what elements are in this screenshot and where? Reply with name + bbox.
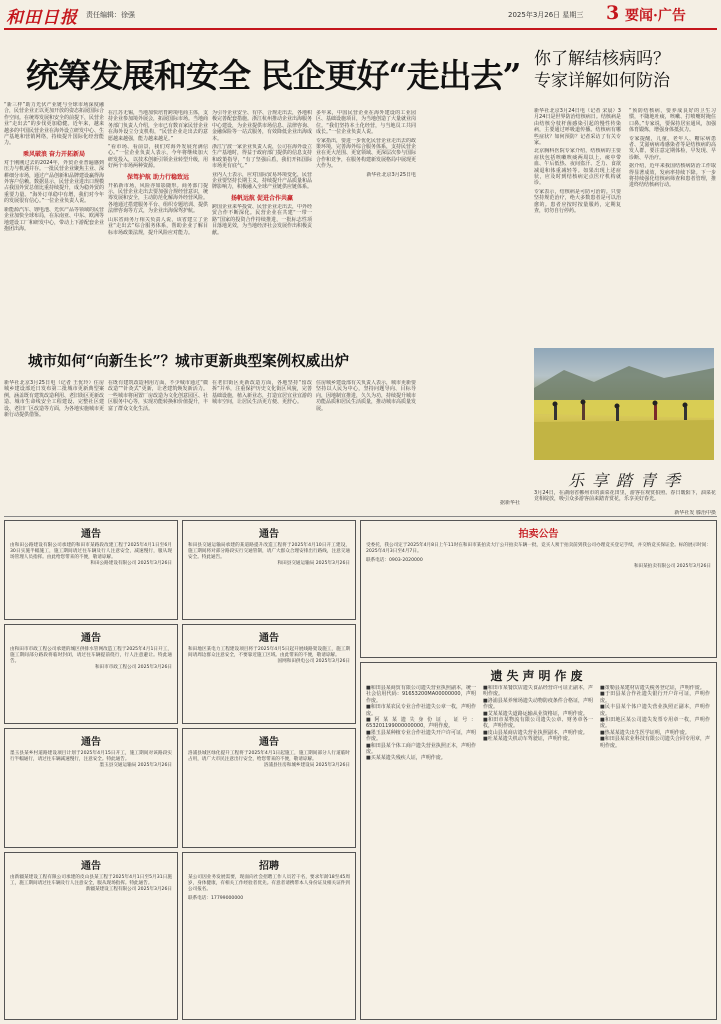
notice-body: 和田地区某电力工程建设项目将于2025年4月5日起开展线路架设施工，施工期间请周边群众注意安全，不要靠近施工区域。由此带来的不便，敬请谅解。 — [188, 647, 350, 658]
main-col-4 — [316, 110, 416, 347]
city-col-2: 在既有建筑改造利用方面，不少城市通过“微改造”“针灸式”更新，让老建筑焕发新活力。一些城市将闲置厂房改造为文化创意园区、社区服务中心等，实现功能转换和价值提升，丰富了群众文化生活。 — [108, 380, 208, 412]
main-col2-para-b: “看市场、看前景，我们对海外发展充满信心。”一位企业负责人表示，今年将继续加大研发投入，以技术创新引领企业转型升级，用好两个市场两种资源。 — [108, 144, 208, 170]
tb-col1-para-b: 北京胸科医院专家介绍，结核病的主要症状包括咳嗽咳痰两周以上、痰中带血、午后低热、夜间盗汗、乏力、食欲减退和体重减轻等。如果出现上述症状，应及时到结核病定点医疗机构就诊。 — [534, 148, 621, 187]
notice-box-2 — [182, 520, 356, 620]
auction-body: 受委托，我公司定于2025年4月8日上午11时在和田市某拍卖大厅公开拍卖车辆一批，竞买人须于拍卖前到我公司办理竞买登记手续，并交纳竞买保证金。标的展示时间：2025年4月3日至4月7日。 — [366, 543, 711, 554]
city-col-1: 新华社北京3月25日电（记者 王优玲）住房城乡建设部近日发布第二批城市更新典型案例，涵盖既有建筑改造利用、老旧街区更新改造、城市生命线安全工程建设、完整社区建设、老旧厂区改造等方面，为各地实施城市更新行动提供借鉴。 — [4, 380, 104, 419]
notice-sign: 新疆某建设工程有限公司 2025年3月26日 — [85, 887, 172, 892]
tb-col2-para: “预防结核病，要养成良好的卫生习惯，不随地吐痰，咳嗽、打喷嚏时掩住口鼻。”专家说，要保持居室通风，加强体育锻炼，增强身体抵抗力。 — [629, 108, 716, 134]
auction-box — [360, 520, 717, 658]
spring-outing-photo — [534, 348, 714, 460]
section-divider — [4, 516, 717, 517]
page-number: 3 — [606, 2, 620, 24]
notice-body: 洛浦县城区绿化提升工程将于2025年4月1日起施工，施工期间部分人行道临时占用，请广大市民注意出行安全，给您带来的不便，敬请谅解。 — [188, 751, 350, 762]
notice-title: 通告 — [81, 861, 101, 872]
notice-sign: 国网和田供电公司 2025年3月26日 — [277, 659, 350, 664]
main-subhead-2: 保驾护航 助力行稳致远 — [126, 173, 190, 181]
lost-notice-col-1: ■和田县某商贸有限公司遗失营业执照副本，统一社会信用代码：91653200MA00000000，声明作废。 ■和田市某农民专业合作社遗失公章一枚，声明作废。 ■阿某某遗失身份证，证号：653201199000000000，声明作废。 ■墨玉县某种植专业合作社遗失开户许可证，声明作废。 ■和田县某个体工商户遗失营业执照正本，声明作废。 ■买某某遗失残疾人证，声明作废。 — [366, 685, 476, 762]
notice-body: 墨玉县某乡村道路建设项目计划于2025年4月15日开工，施工期间对该路段实行半幅通行，请过往车辆减速慢行，注意安全。特此通告。 — [10, 751, 172, 762]
photo-calligraphy-title: 乐享踏青季 — [567, 471, 688, 490]
city-article-body — [4, 380, 524, 514]
city-headline: 城市如何“向新生长”？城市更新典型案例权威出炉 — [28, 353, 350, 370]
notice-sign: 墨玉县交通运输局 2025年3月26日 — [99, 763, 172, 768]
main-col4-para: 多年来，中国民营企业在海外建设的工业园区、基础设施项目，为当地创造了大量就业岗位。“我们坚持本土化经营，与当地员工共同成长。”一位企业负责人说。 — [316, 110, 416, 136]
issue-date: 2025年3月26日 星期三 — [508, 11, 584, 19]
photo-credit: 新华社发 滕治中摄 — [674, 510, 716, 516]
notice-body: 由新疆某建设工程有限公司承建的皮山县某工程于2025年4月1日至5月31日施工，施工期间请过往车辆及行人注意安全，服从现场指挥。特此通告。 — [10, 875, 172, 886]
tb-col2-para-c: 据介绍，近年来我国结核病防治工作取得显著成效，发病率持续下降。下一步将持续强化结核病筛查和患者管理，推进终结结核病行动。 — [629, 163, 716, 189]
notice-sign: 和田公路建设有限公司 2025年3月26日 — [90, 561, 172, 566]
notice-body: 由和田公路建设有限公司承建的和田市某路段改建工程于2025年4月1日至6月30日实施半幅施工，施工期间请过往车辆及行人注意安全，减速慢行，服从现场管理人员指挥。由此给您带来的不便，敬请谅解。 — [10, 543, 172, 560]
notice-title: 通告 — [259, 737, 279, 748]
notice-title: 通告 — [81, 737, 101, 748]
main-col4-para-b: 专家指出，要进一步优化民营企业走出去的政策环境，完善海外综合服务体系，支持民营企业在更大范围、更宽领域、更深层次参与国际合作和竞争，在服务构建新发展格局中展现更大作为。 — [316, 137, 416, 170]
notice-body: 由和田市市政工程公司承建的城区供排水管网改造工程于2025年4月1日开工，施工期间部分路段将临时封闭，请过往车辆提前绕行，行人注意避让。特此通告。 — [10, 647, 172, 664]
city-col-5-byline: 据新华社 — [499, 500, 520, 506]
tb-col1-para-c: 专家表示，结核病是可防可治的。只要坚持规范治疗，绝大多数患者是可以治愈的。患者应按时按量服药，定期复查，切勿自行停药。 — [534, 188, 621, 215]
lost-notice-col-2: ■和田市某餐饮店遗失食品经营许可证正副本，声明作废。 ■洛浦县某养殖场遗失动物防疫条件合格证，声明作废。 ■艾某某遗失道路运输从业资格证，声明作废。 ■和田市某物流有限公司遗失公章、财务章各一枚，声明作废。 ■皮山县某商店遗失营业执照副本，声明作废。 ■吐某某遗失机动车驾驶证，声明作废。 — [483, 685, 593, 743]
editor-credit: 责任编辑：徐强 — [86, 11, 135, 19]
notice-box-7 — [4, 852, 178, 1020]
main-col3-para-c: 业内人士表示，应对国际贸易环境变化，民营企业要坚持长期主义，持续提升产品质量和品牌影响力，积极融入全球产业链供应链体系。 — [212, 171, 312, 191]
tb-col-1 — [534, 108, 621, 348]
auction-sign: 和田某拍卖有限公司 2025年3月26日 — [633, 564, 711, 569]
notice-box-1 — [4, 520, 178, 620]
main-col2-para: 在江苏无锡，当地加快培育跨境电商主体，支持企业参加境外展会，拓展国际市场。当地商务部门负责人介绍，全市已有数百家民营企业在海外设立分支机构，“民营企业走出去的意愿越来越强，能力越来越足。” — [108, 110, 208, 142]
tb-col1-para: 新华社北京3月24日电（记者 宋晨）3月24日是世界防治结核病日。结核病是由结核分枝杆菌感染引起的慢性传染病，主要通过呼吸道传播。结核病有哪些症状？如何预防？记者采访了有关专家。 — [534, 108, 621, 147]
auction-title: 拍卖公告 — [518, 529, 559, 540]
recruit-title: 招聘 — [259, 861, 279, 872]
tb-headline-1: 你了解结核病吗？ — [534, 49, 670, 69]
notice-title: 通告 — [259, 633, 279, 644]
main-col1-para-b: 对于刚刚过去的2024年，外贸企业普遍感到压力与机遇并存。一批民营企业聚焦主业、深耕细分市场，通过产品创新和品牌建设赢得海外客户信赖。数据显示，民营企业进出口规模占我国外贸总值比重持续提升，成为稳外贸的重要力量。“海外订单稳中有增，我们对今年的发展很有信心。”一位企业负责人说。 — [4, 159, 104, 205]
notice-box-5 — [4, 728, 178, 848]
main-col-2 — [108, 110, 208, 347]
masthead-rule — [4, 28, 717, 30]
city-col-3: 在老旧街区更新改造方面，各地坚持“留改拆”并举，注重保护历史文化街区风貌，完善基础设施，植入新业态，打造宜居宜业宜游的城市空间，让居民生活更方便、更舒心。 — [212, 380, 312, 406]
main-col1-para: “新三样”助力光伏产业链与全球市场深度融合，民营企业正以更加开放的姿态拓展国际合作空间。在统筹发展和安全的前提下，民营企业“走出去”的步伐更加稳健。近年来，越来越多的中国民营企业在海外设立研发中心、生产基地和营销网络，持续提升国际化经营能力。 — [4, 102, 104, 147]
main-article-body — [4, 102, 524, 347]
notice-title: 通告 — [259, 529, 279, 540]
tb-headline-2: 专家详解如何防治 — [534, 71, 670, 91]
notice-sign: 和田县交通运输局 2025年3月26日 — [277, 561, 350, 566]
main-col1-para-c: 新能源汽车、锂电池、光伏产品等领域的民营企业加快全球布局，在东南亚、中东、欧洲等地建设工厂和研发中心，带动上下游配套企业抱团出海。 — [4, 206, 104, 232]
tb-article-body — [534, 108, 716, 348]
main-col-1 — [4, 102, 104, 347]
photo-caption: 3月24日，在湖南省郴州市的油菜花田里，游客在观赏拍照。春日暖阳下，油菜花竞相绽放，吸引众多游客前来踏青赏花，乐享美好春光。 — [534, 490, 716, 503]
notice-title: 通告 — [81, 633, 101, 644]
tb-col2-para-b: 专家提醒，儿童、老年人、糖尿病患者、艾滋病病毒感染者等是结核病的高发人群，要注意定期体检，早发现、早诊断、早治疗。 — [629, 135, 716, 161]
recruit-contact: 联系电话：17799000000 — [188, 896, 244, 901]
notice-box-6 — [182, 728, 356, 848]
main-col3-para-b: 浙江宁波一家企业负责人说，公司在海外设立生产基地时，得益于政府部门提供的信息支持和政策指导，“有了坚强后盾，我们开拓国际市场更有底气。” — [212, 144, 312, 170]
main-col3-para: 为引导企业安全、有序、合规走出去，各地积极完善配套措施。浙江杭州推动企业出海服务中心建设，为企业提供市场信息、法律咨询、金融保险等一站式服务，有效降低企业出海成本。 — [212, 110, 312, 142]
main-col2-para-c: 开拓新市场，风险亦如影随形。商务部门提示，民营企业走出去要加强合规经营意识，统筹发展和安全，主动防范化解海外经营风险。各地通过搭建服务平台、组织专题培训、提供法律咨询等方式，为企业出海保驾护航。 — [108, 182, 208, 215]
notice-box-4 — [182, 624, 356, 724]
section-title: 要闻·广告 — [625, 8, 686, 24]
main-col-3 — [212, 110, 312, 347]
paper-name: 和田日报 — [6, 8, 78, 28]
notice-title: 通告 — [81, 529, 101, 540]
notice-box-3 — [4, 624, 178, 724]
tb-col-2 — [629, 108, 716, 348]
main-subhead-3: 扬帆远航 促进合作共赢 — [230, 194, 294, 202]
recruit-box — [182, 852, 356, 1020]
main-subhead-1: 乘风破浪 奋力开拓新局 — [22, 150, 86, 158]
notice-sign: 和田市市政工程公司 2025年3月26日 — [94, 665, 172, 670]
main-headline: 统筹发展和安全 民企更好“走出去” — [26, 56, 521, 95]
main-col3-para-d: 跨国企业来华投资、民营企业走出去，中外经贸合作不断深化。民营企业在共建“一带一路”国家的投资合作持续推进，一批标志性项目落地见效，为当地经济社会发展作出积极贡献。 — [212, 203, 312, 236]
city-col-4: 住房城乡建设部有关负责人表示，城市更新要坚持以人民为中心，坚持问题导向、目标导向，因地制宜推进，久久为功，持续提升城市功能品质和居民生活质量，推动城市高质量发展。 — [316, 380, 416, 412]
photo-illustration — [534, 348, 714, 460]
lost-notice-box — [360, 662, 717, 1020]
lost-notice-col-3: ■策勒县某建材店遗失税务登记证，声明作废。 ■于田县某合作社遗失银行开户许可证，声明作废。 ■民丰县某个体户遗失营业执照正副本，声明作废。 ■和田地区某公司遗失发票专用章一枚，声明作废。 ■热某某遗失出生医学证明，声明作废。 ■和田县某农业科技有限公司遗失合同专用章，声明作废。 — [600, 685, 710, 749]
recruit-body: 某公司因业务发展需要，现面向社会招聘工作人员若干名，要求年龄18至45周岁，身体健康，有相关工作经验者优先。有意者请携带本人身份证及相关证件到公司报名。 — [188, 875, 350, 892]
main-byline: 新华社北京3月25日电 — [366, 171, 416, 178]
lost-notice-title: 遗失声明作废 — [490, 669, 587, 683]
auction-contact: 联系电话：0903-2020000 — [366, 558, 423, 563]
main-col2-para-d: 山东省商务厅相关负责人说，该省建立了企业“走出去”综合服务体系，帮助企业了解目标市场政策法规，提升风险应对能力。 — [108, 216, 208, 236]
notice-body: 和田县交通运输局承建的某道路提升改造工程将于2025年4月10日开工建设，施工期间将对部分路段实行交通管制，请广大群众合理安排出行路线，注意交通安全。特此通告。 — [188, 543, 350, 560]
notice-sign: 洛浦县住房和城乡建设局 2025年3月26日 — [263, 763, 350, 768]
